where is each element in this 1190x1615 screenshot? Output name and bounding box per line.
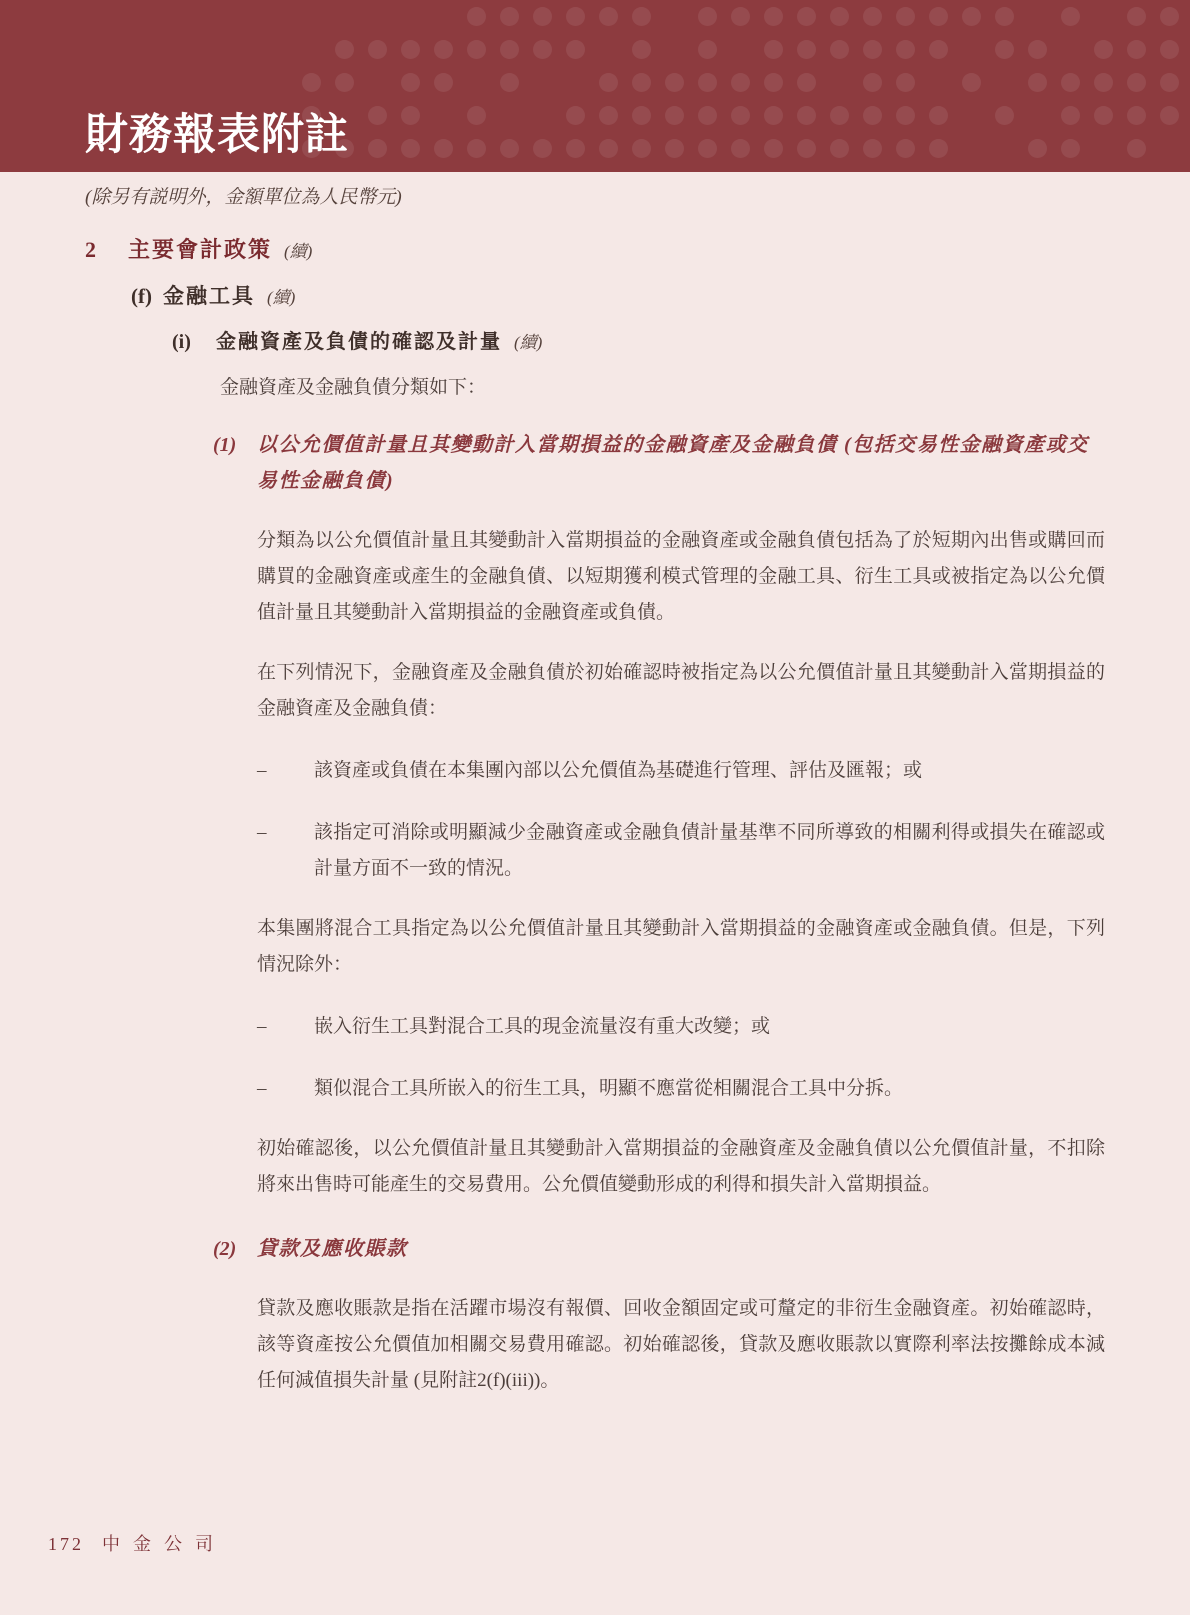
banner-dot [1061, 7, 1080, 26]
banner-dot [830, 7, 849, 26]
item-heading: 貸款及應收賬款 [257, 1238, 408, 1260]
banner-dot [1127, 40, 1146, 59]
banner-dot [302, 73, 321, 92]
banner-dot [764, 7, 783, 26]
page-footer [48, 1530, 226, 1556]
banner-dot [1061, 73, 1080, 92]
banner-dot [1061, 172, 1080, 173]
banner-dot [863, 7, 882, 26]
section-continued-tag: (續) [284, 242, 313, 261]
banner-dot [797, 40, 816, 59]
banner-dot [500, 139, 519, 158]
banner-dot [401, 73, 420, 92]
banner-dot [533, 40, 552, 59]
section-number: 2 [85, 237, 96, 262]
banner-dot [1094, 106, 1113, 125]
banner-dot [368, 139, 387, 158]
subsection-f-continued-tag: (續) [267, 288, 296, 307]
banner-dot [401, 106, 420, 125]
banner-dot [533, 7, 552, 26]
banner-dot [1061, 139, 1080, 158]
banner-dot [632, 7, 651, 26]
banner-dot [830, 40, 849, 59]
banner-dot [698, 106, 717, 125]
banner-dot [368, 40, 387, 59]
banner-dot [995, 7, 1014, 26]
item-label: (1) [213, 434, 237, 456]
item-body [257, 1231, 1105, 1399]
banner-dot [698, 7, 717, 26]
banner-dot [1127, 73, 1146, 92]
banner-dot [698, 73, 717, 92]
subsection-f-label: (f) [131, 284, 152, 308]
banner-dot [929, 106, 948, 125]
banner-dot [995, 106, 1014, 125]
banner-dot [632, 139, 651, 158]
banner-dot [896, 73, 915, 92]
bullet-item [257, 1071, 1105, 1107]
banner-dot [599, 73, 618, 92]
banner-dot [566, 106, 585, 125]
banner-dot [797, 7, 816, 26]
item [213, 1231, 1113, 1399]
banner-dot [632, 106, 651, 125]
banner-dot [863, 73, 882, 92]
banner-dot [1094, 73, 1113, 92]
body-paragraph: 分類為以公允價值計量且其變動計入當期損益的金融資產或金融負債包括為了於短期內出售或購回而購買的金融資產或產生的金融負債、以短期獲利模式管理的金融工具、衍生工具或被指定為以公允價值計量且其變動計入當期損益的金融資產或負債。 [257, 530, 1105, 623]
banner-dot [962, 73, 981, 92]
banner-dot [731, 139, 750, 158]
banner-dot [599, 106, 618, 125]
section-heading [85, 233, 1190, 264]
banner-dot [401, 40, 420, 59]
banner-dot [863, 40, 882, 59]
bullet-text: 類似混合工具所嵌入的衍生工具，明顯不應當從相關混合工具中分拆。 [314, 1078, 904, 1099]
banner-dot [797, 172, 816, 173]
banner-dot [1160, 40, 1179, 59]
bullet-text: 嵌入衍生工具對混合工具的現金流量沒有重大改變；或 [314, 1016, 771, 1037]
banner-dot [731, 7, 750, 26]
banner-dot [533, 139, 552, 158]
banner-dot [467, 106, 486, 125]
bullet-dash-marker: – [257, 822, 267, 843]
banner-dot [863, 172, 882, 173]
banner-dot [731, 106, 750, 125]
banner-dot [467, 7, 486, 26]
bullet-item [257, 753, 1105, 789]
banner-dot [797, 106, 816, 125]
item-body [257, 427, 1105, 1203]
banner-dot [1127, 7, 1146, 26]
banner-dot [500, 73, 519, 92]
banner-dot [830, 139, 849, 158]
banner-dot [1127, 106, 1146, 125]
banner-dot [863, 139, 882, 158]
banner-dot [698, 172, 717, 173]
banner-dot [1160, 172, 1179, 173]
banner-dot [1160, 106, 1179, 125]
banner-dot [467, 172, 486, 173]
banner-dot [764, 73, 783, 92]
banner-dot [929, 7, 948, 26]
banner-dot [566, 7, 585, 26]
banner-dot [929, 172, 948, 173]
company-name: 中金公司 [102, 1534, 226, 1554]
item-label: (2) [213, 1238, 237, 1260]
banner-dot [698, 40, 717, 59]
banner-dot [896, 139, 915, 158]
subsection-i-heading [172, 325, 1190, 354]
banner-dot [962, 7, 981, 26]
banner-dot [302, 172, 321, 173]
banner-dot [1028, 73, 1047, 92]
banner-dot [863, 106, 882, 125]
banner-dot [698, 139, 717, 158]
banner-dot [1127, 139, 1146, 158]
banner-dot [962, 172, 981, 173]
subsection-f-heading [131, 280, 1190, 310]
subsection-f-title: 金融工具 [163, 284, 255, 308]
banner-dot [896, 7, 915, 26]
banner-dot [665, 73, 684, 92]
item-heading: 以公允價值計量且其變動計入當期損益的金融資產及金融負債 (包括交易性金融資產或交易性金融負債) [257, 434, 1089, 492]
banner-dot [566, 172, 585, 173]
banner-dot [1127, 172, 1146, 173]
banner-dot [665, 139, 684, 158]
body-paragraph: 貸款及應收賬款是指在活躍市場沒有報價、回收金額固定或可釐定的非衍生金融資產。初始確認時，該等資產按公允價值加相關交易費用確認。初始確認後，貸款及應收賬款以實際利率法按攤餘成本減任何減值損失計量 (見附註2(f)(iii))。 [257, 1298, 1105, 1391]
banner-dot [1028, 172, 1047, 173]
banner-dot [632, 73, 651, 92]
banner-dot [566, 40, 585, 59]
banner-dot [335, 73, 354, 92]
banner-dot [434, 172, 453, 173]
banner-dot [929, 139, 948, 158]
subsection-i-continued-tag: (續) [514, 333, 543, 352]
banner-dot [434, 139, 453, 158]
banner-dot [1160, 7, 1179, 26]
banner-dot [566, 139, 585, 158]
banner-dot [797, 73, 816, 92]
banner-dot [632, 40, 651, 59]
body-paragraph: 初始確認後，以公允價值計量且其變動計入當期損益的金融資產及金融負債以公允價值計量，不扣除將來出售時可能產生的交易費用。公允價值變動形成的利得和損失計入當期損益。 [257, 1138, 1105, 1195]
banner-dot [995, 40, 1014, 59]
banner-dot [1028, 139, 1047, 158]
body-paragraph: 在下列情況下，金融資產及金融負債於初始確認時被指定為以公允價值計量且其變動計入當期損益的金融資產及金融負債： [257, 662, 1105, 719]
banner-dot [170, 172, 189, 173]
banner-dot [467, 40, 486, 59]
bullet-dash-marker: – [257, 1078, 267, 1099]
banner-dot [401, 139, 420, 158]
banner-dot [599, 139, 618, 158]
banner-dot [896, 106, 915, 125]
banner-dot [797, 139, 816, 158]
banner-dot [335, 40, 354, 59]
banner-dot [500, 40, 519, 59]
bullet-dash-marker: – [257, 1016, 267, 1037]
banner-dot [533, 172, 552, 173]
banner-dot [764, 106, 783, 125]
banner-dot [368, 106, 387, 125]
page-number: 172 [48, 1534, 84, 1554]
banner-dot [599, 172, 618, 173]
page-banner [0, 0, 1190, 172]
bullet-dash-marker: – [257, 760, 267, 781]
banner-dot [500, 7, 519, 26]
banner-dot [1094, 40, 1113, 59]
banner-dot [500, 172, 519, 173]
banner-dot [71, 172, 90, 173]
banner-dot [896, 40, 915, 59]
numbered-items [213, 427, 1113, 1399]
banner-dot [830, 172, 849, 173]
item [213, 427, 1113, 1203]
banner-dot [1061, 106, 1080, 125]
subsection-i-label: (i) [172, 331, 191, 353]
banner-dot [1028, 40, 1047, 59]
banner-dot [731, 73, 750, 92]
banner-dot [434, 40, 453, 59]
banner-dot [665, 106, 684, 125]
intro-sentence: 金融資產及金融負債分類如下： [220, 377, 487, 398]
bullet-text: 該資產或負債在本集團內部以公允價值為基礎進行管理、評估及匯報；或 [314, 760, 923, 781]
bullet-item [257, 1009, 1105, 1045]
banner-dot [1160, 73, 1179, 92]
currency-note: (除另有説明外，金額單位為人民幣元) [85, 187, 402, 208]
banner-dot [764, 40, 783, 59]
section-title: 主要會計政策 [128, 237, 273, 262]
body-paragraph: 本集團將混合工具指定為以公允價值計量且其變動計入當期損益的金融資產或金融負債。但是，下列情況除外： [257, 918, 1105, 975]
page-title: 財務報表附註 [85, 112, 349, 159]
banner-dot [599, 7, 618, 26]
banner-dot [434, 73, 453, 92]
banner-dot [929, 40, 948, 59]
bullet-text: 該指定可消除或明顯減少金融資產或金融負債計量基準不同所導致的相關利得或損失在確認或計量方面不一致的情況。 [314, 822, 1105, 879]
banner-dot [830, 106, 849, 125]
subsection-i-title: 金融資產及負債的確認及計量 [216, 331, 502, 353]
bullet-item [257, 815, 1105, 887]
banner-dot [467, 139, 486, 158]
banner-dot [764, 139, 783, 158]
